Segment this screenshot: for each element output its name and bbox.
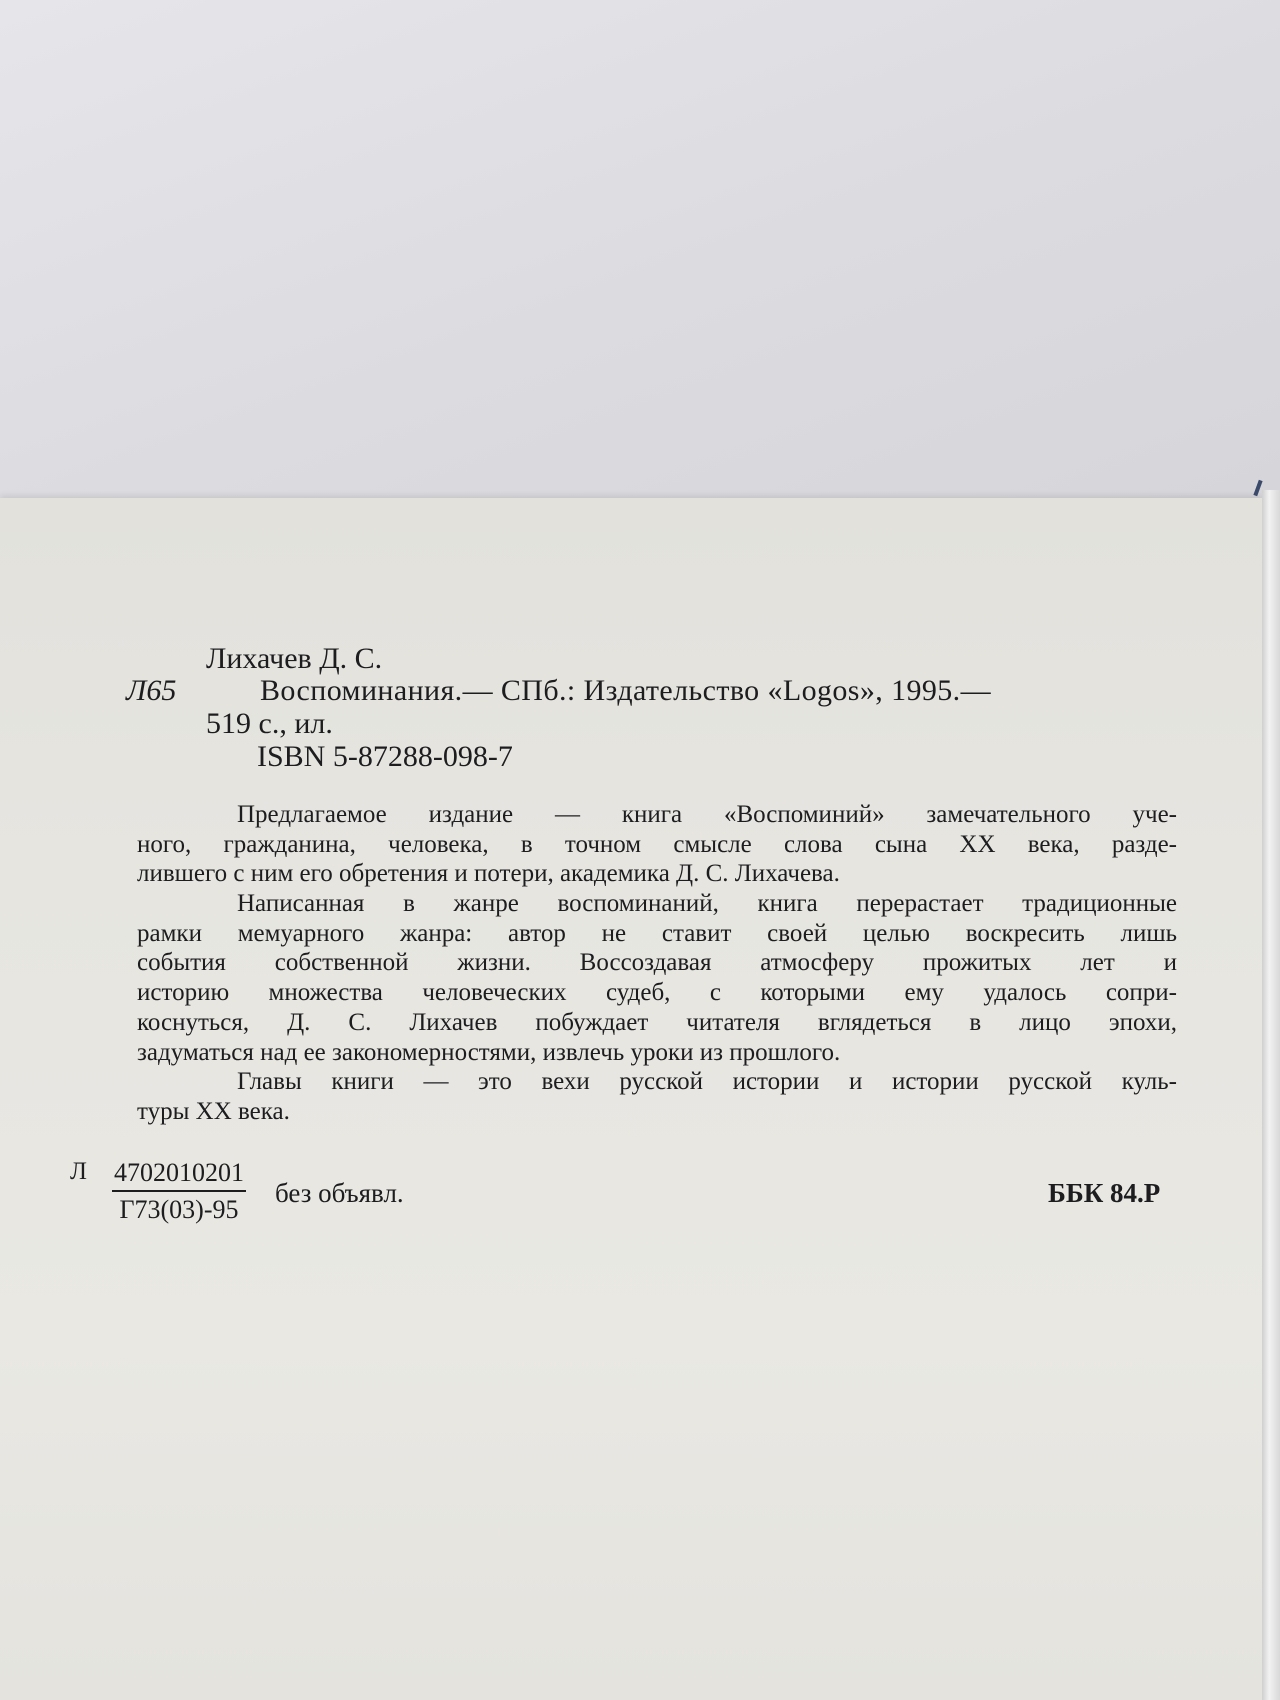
bbk-code: ББК 84.Р — [1048, 1178, 1161, 1208]
annotation-line: туры XX века. — [137, 1097, 290, 1125]
annotation-line: Написанная в жанре воспоминаний, книга перерастает традиционные — [237, 890, 1177, 917]
author-name: Лихачев Д. С. — [206, 642, 383, 675]
annotation-paragraph-1 — [137, 800, 1177, 889]
annotation-line: ного, гражданина, человека, в точном смысле слова сына XX века, разде- — [137, 830, 1177, 858]
background-surface — [0, 0, 1280, 500]
annotation-line: лившего с ним его обретения и потери, академика Д. С. Лихачева. — [137, 860, 840, 888]
isbn-line: ISBN 5-87288-098-7 — [257, 740, 513, 773]
annotation-line: события собственной жизни. Воссоздавая атмосферу прожитых лет и — [137, 949, 1177, 977]
imprint-fraction — [112, 1158, 246, 1225]
page-edge — [1262, 490, 1280, 1700]
annotation-line: историю множества человеческих судеб, с которыми ему удалось сопри- — [137, 979, 1177, 1007]
imprint-code-letter: Л — [70, 1158, 87, 1185]
annotation-line: задуматься над ее закономерностями, извлечь уроки из прошлого. — [137, 1038, 841, 1066]
title-line: Воспоминания.— СПб.: Издательство «Logos», 1995.— — [260, 674, 991, 707]
pages-line: 519 с., ил. — [206, 707, 333, 740]
imprint-numerator: 4702010201 — [112, 1158, 246, 1192]
imprint-denominator: Г73(03)-95 — [119, 1195, 239, 1224]
annotation-line: коснуться, Д. С. Лихачев побуждает читателя вглядеться в лицо эпохи, — [137, 1008, 1177, 1036]
annotation-line: Предлагаемое издание — книга «Воспоминий» замечательного уче- — [237, 801, 1177, 828]
annotation-paragraph-3 — [137, 1067, 1177, 1126]
annotation-line: рамки мемуарного жанра: автор не ставит своей целью воскресить лишь — [137, 919, 1177, 947]
index-code: Л65 — [126, 674, 177, 707]
annotation-line: Главы книги — это вехи русской истории и истории русской куль- — [237, 1068, 1177, 1095]
imprint-advert: без объявл. — [275, 1178, 404, 1208]
annotation-paragraph-2 — [137, 889, 1177, 1067]
